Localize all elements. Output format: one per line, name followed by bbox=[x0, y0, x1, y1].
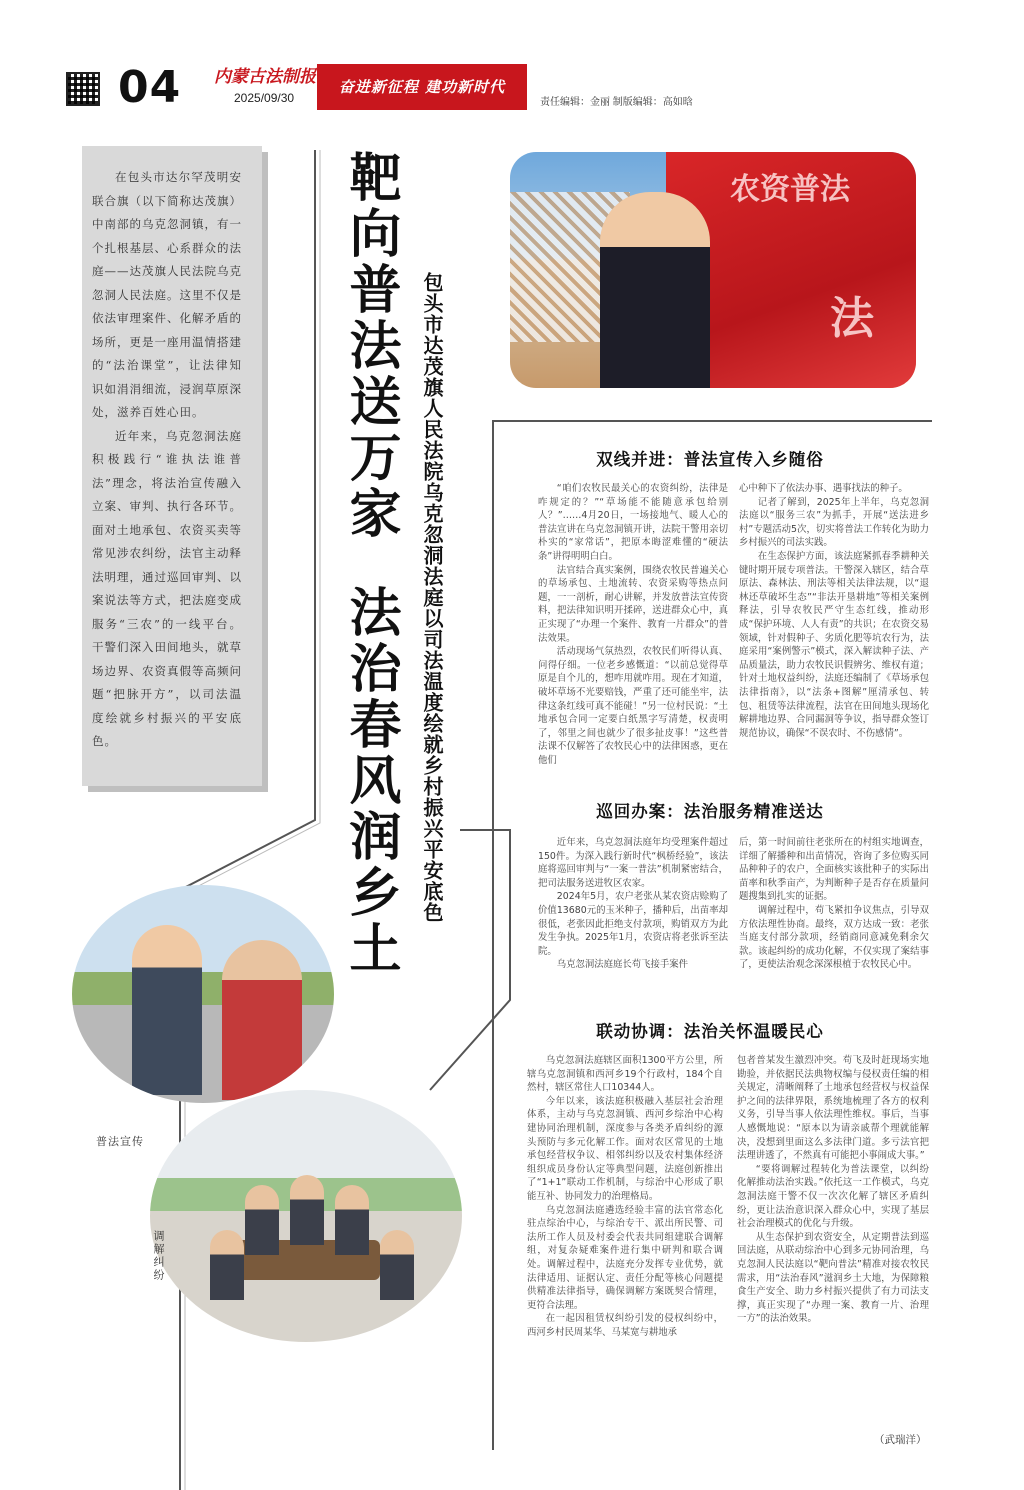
paragraph: 法官结合真实案例，围绕农牧民普遍关心的草场承包、土地流转、农资采购等热点问题，一一剖析，耐心讲解，并发放普法宣传资料，把法律知识明开揉碎，送进群众心中，真正实现了“办理一个案件、教育一片群众”的普法效果。 bbox=[538, 564, 728, 644]
intro-paragraph: 在包头市达尔罕茂明安联合旗（以下简称达茂旗）中南部的乌克忽洞镇，有一个扎根基层、心系群众的法庭——达茂旗人民法院乌克忽洞人民法庭。这里不仅是依法审理案件、化解矛盾的场所，更是一座用温情搭建的“法治课堂”，让法律知识如涓涓细流，浸润草原深处，滋养百姓心田。 bbox=[92, 170, 242, 419]
photo-mediation-meeting bbox=[150, 1090, 462, 1342]
person-shape bbox=[380, 1230, 414, 1300]
paragraph: 在生态保护方面，该法庭紧抓春季耕种关键时期开展专项普法。干警深入辖区，结合草原法、森林法、刑法等相关法律法规，以“退林还草破坏生态”“非法开垦耕地”等相关案例释法，引导农牧民严守生态红线，推动形成“保护环境、人人有责”的共识；在农资交易领域，针对假种子、劣质化肥等坑农行为，法庭采用“案例警示”模式，深入解读种子法、产品质量法，助力农牧民识假辨劣、维权有道；针对土地权益纠纷，法庭还编制了《草场承包法律指南》，以“法条+图解”厘清承包、转包、租赁等法律流程，法官在田间地头现场化解耕地边界、合同漏洞等争议，指导群众签订规范协议，确保“不误农时、不伤感情”。 bbox=[739, 550, 929, 739]
author-byline: （武瑞洋） bbox=[874, 1434, 927, 1446]
section3-column1 bbox=[527, 1054, 723, 1339]
newspaper-masthead: 内蒙古法制报 bbox=[214, 67, 316, 87]
person-shape bbox=[245, 1185, 279, 1255]
person-shape bbox=[132, 925, 202, 1095]
section-title: 联动协调：法治关怀温暖民心 bbox=[596, 1022, 824, 1041]
paragraph: “咱们农牧民最关心的农资纠纷，法律是咋规定的？”“草场能不能随意承包给别人？”……4月20日，一场接地气、暖人心的普法宣讲在乌克忽洞镇开讲，法院干警用亲切朴实的“家常话”，把原本晦涩难懂的“硬法条”讲得明明白白。 bbox=[538, 483, 728, 562]
intro-paragraph: 近年来，乌克忽洞法庭积极践行“谁执法谁普法”理念，将法治宣传融入立案、审判、执行各环节。面对土地承包、农资买卖等常见涉农纠纷，法官主动释法明理，通过巡回审判、以案说法等方式，把法庭变成服务“三农”的一线平台。干警们深入田间地头，就草场边界、农资真假等高频问题“把脉开方”，以司法温度绘就乡村振兴的平安底色。 bbox=[92, 428, 242, 748]
person-shape bbox=[222, 940, 302, 1100]
section-title: 巡回办案：法治服务精准送达 bbox=[596, 802, 824, 821]
photo-caption: 普法宣传 bbox=[96, 1135, 144, 1148]
intro-text bbox=[92, 166, 242, 754]
banner-text: 法 bbox=[830, 293, 874, 344]
paragraph: 在一起因租赁权纠纷引发的侵权纠纷中，西河乡村民周某华、马某宽与耕地承 bbox=[527, 1313, 723, 1338]
section1-column1 bbox=[538, 482, 728, 767]
section1-column2 bbox=[739, 482, 929, 740]
paragraph: “要将调解过程转化为普法课堂，以纠纷化解推动法治实践。”依托这一工作模式，乌克忽洞法庭干警不仅一次次化解了辖区矛盾纠纷，更让法治意识深入群众心中，实现了基层社会治理模式的优化与升级。 bbox=[737, 1163, 929, 1230]
person-shape bbox=[335, 1185, 369, 1255]
main-title-part1: 靶向普法送万家 bbox=[340, 150, 401, 542]
section-title: 双线并进：普法宣传入乡随俗 bbox=[596, 450, 824, 469]
section3-column2 bbox=[737, 1054, 929, 1326]
paragraph: 活动现场气氛热烈，农牧民们听得认真、问得仔细。一位老乡感慨道：“以前总觉得草原是自个儿的，想咋用就咋用。现在才知道，破坏草场不光要赔钱，严重了还可能坐牢，法律这条红线可真不能碰！”另一位村民说：“土地承包合同一定要白纸黑字写清楚，权责明了，邻里之间也就少了很多扯皮事！”这些普法课不仅解答了农牧民心中的法律困惑，更在他们 bbox=[538, 646, 728, 766]
paragraph: 近年来，乌克忽洞法庭年均受理案件超过150件。为深入践行新时代“枫桥经验”，该法庭将巡回审判与“一案一普法”机制紧密结合，把司法服务送进牧区农家。 bbox=[538, 837, 728, 889]
section2-column1 bbox=[538, 836, 728, 972]
paragraph: 今年以来，该法庭积极融入基层社会治理体系，主动与乌克忽洞镇、西河乡综治中心构建协同治理机制，深度参与各类矛盾纠纷的源头预防与多元化解工作。面对农区常见的土地承包经营权争议、相邻纠纷以及农村集体经济组织成员身份认定等典型问题，法庭创新推出了“1+1”联动工作机制，与综治中心形成了职能互补、协同发力的治理格局。 bbox=[527, 1095, 723, 1202]
person-shape bbox=[600, 192, 710, 388]
main-title-part2: 法治春风润乡土 bbox=[340, 585, 401, 977]
paragraph: 乌克忽洞法庭遴选经验丰富的法官常态化驻点综治中心，与综治专干、派出所民警、司法所工作人员及村委会代表共同组建联合调解组，对复杂疑难案件进行集中研判和联合调处。调解过程中，法庭充分发挥专业优势，就法律适用、证据认定、责任分配等核心问题提供精准法律指导，确保调解方案既契合情理，更符合法理。 bbox=[527, 1204, 723, 1311]
issue-date: 2025/09/30 bbox=[234, 91, 295, 105]
banner-text: 农资普法 bbox=[730, 172, 850, 207]
section2-column2 bbox=[739, 836, 929, 972]
content-frame-left bbox=[492, 420, 494, 1450]
column-slogan: 奋进新征程 建功新时代 bbox=[317, 64, 527, 110]
person-shape bbox=[210, 1230, 244, 1300]
paragraph: 后，第一时间前往老张所在的村组实地调查，详细了解播种和出苗情况，咨询了多位购买同品种种子的农户，全面核实该批种子的实际出苗率和秋季亩产，为判断种子是否存在质量问题搜集到扎实的证据。 bbox=[739, 837, 929, 903]
paragraph: 从生态保护到农资安全，从定期普法到巡回法庭，从联动综治中心到多元协同治理，乌克忽洞人民法庭以“靶向普法”精准对接农牧民需求，用“法治春风”滋润乡土大地，为保障粮食生产安全、助力乡村振兴提供了有力司法支撑，真正实现了“办理一案、教育一片、治理一方”的法治效果。 bbox=[737, 1231, 929, 1325]
person-shape bbox=[290, 1175, 324, 1245]
paragraph: 包者普某发生激烈冲突。苟飞及时赶现场实地勘验，并依据民法典物权编与侵权责任编的相关规定，清晰阐释了土地承包经营权与权益保护之间的法律界限，系统地梳理了各方的权利义务，引导当事人依法理性维权。事后，当事人感慨地说：“原本以为请亲戚帮个理就能解决，没想到里面这么多法律门道。多亏法官把法理讲透了，不然真有可能把小事闹成大事。” bbox=[737, 1055, 929, 1162]
subtitle: 包头市达茂旗人民法院乌克忽洞法庭以司法温度绘就乡村振兴平安底色 bbox=[420, 272, 444, 923]
photo-judge-unveiling-banner bbox=[510, 152, 916, 388]
photo-legal-publicity bbox=[72, 885, 334, 1103]
qr-code-icon bbox=[66, 72, 100, 106]
editor-credits: 责任编辑：金丽 制版编辑：高如晗 bbox=[540, 97, 693, 108]
paragraph: 记者了解到，2025年上半年，乌克忽洞法庭以“服务三农”为抓手，开展“送法进乡村”专题活动5次，切实将普法工作转化为助力乡村振兴的司法实践。 bbox=[739, 496, 929, 549]
photo-caption: 调解纠纷 bbox=[152, 1230, 165, 1282]
page-number: 04 bbox=[118, 62, 182, 113]
paragraph: 心中种下了依法办事、遇事找法的种子。 bbox=[739, 483, 908, 494]
paragraph: 2024年5月，农户老张从某农资店赊购了价值13680元的玉米种子，播种后，出苗率却很低，老张因此拒绝支付款项，购销双方为此发生争执。2025年1月，农资店将老张诉至法院。 bbox=[538, 891, 728, 957]
paragraph: 调解过程中，苟飞紧扣争议焦点，引导双方依法理性协商。最终，双方达成一致：老张当庭支付部分款项，经销商同意减免剩余欠款。该起纠纷的成功化解，不仅实现了案结事了，更使法治观念深深根植于农牧民心中。 bbox=[739, 904, 929, 971]
content-frame-top bbox=[492, 420, 932, 422]
paragraph: 乌克忽洞法庭辖区面积1300平方公里，所辖乌克忽洞镇和西河乡19个行政村，184个自然村，辖区常住人口10344人。 bbox=[527, 1055, 723, 1094]
paragraph: 乌克忽洞法庭庭长苟飞接手案件 bbox=[556, 959, 689, 971]
